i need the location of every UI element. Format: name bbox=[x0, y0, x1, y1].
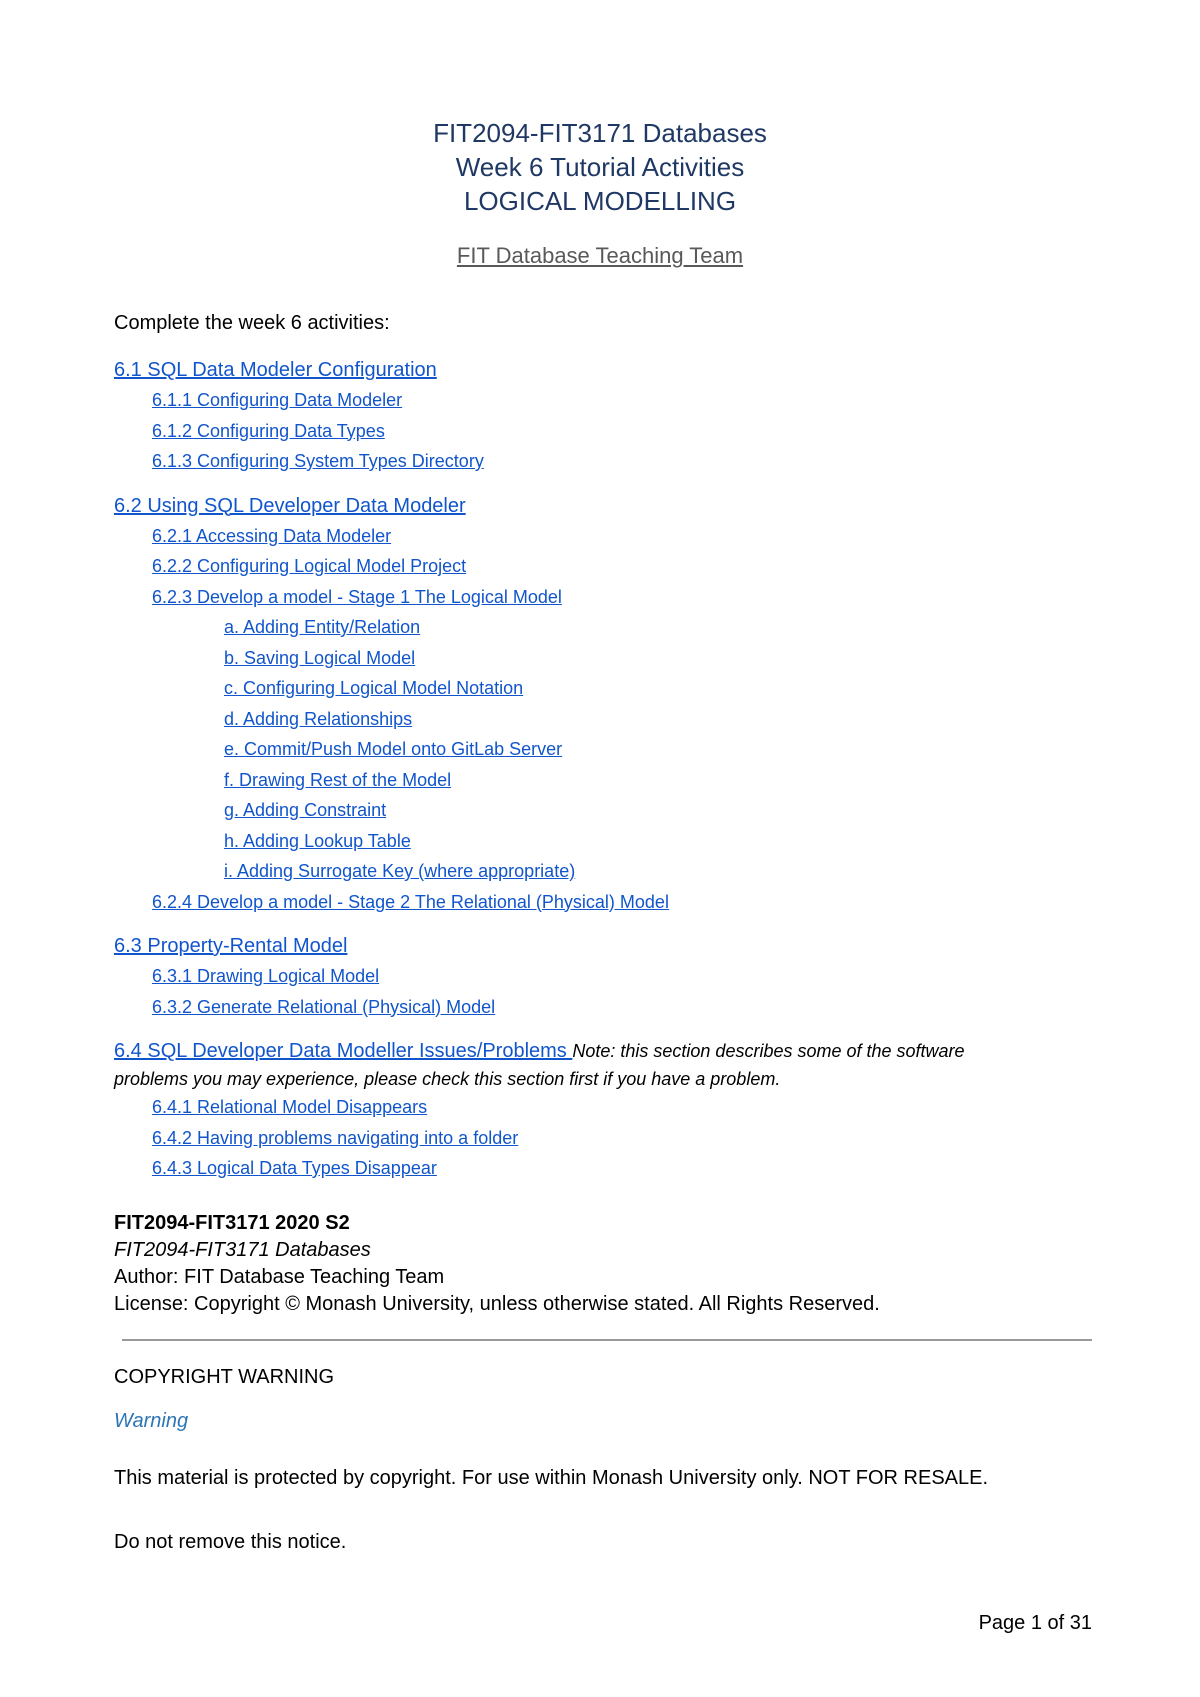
team-link[interactable]: FIT Database Teaching Team bbox=[456, 243, 744, 268]
notice-text: Do not remove this notice. bbox=[114, 1531, 347, 1553]
toc-6-4-line bbox=[114, 1036, 1094, 1066]
toc-6-2-3-a[interactable]: a. Adding Entity/Relation bbox=[224, 617, 421, 637]
toc-6-2-3-b[interactable]: b. Saving Logical Model bbox=[224, 647, 416, 668]
toc-6-2-3-i[interactable]: i. Adding Surrogate Key (where appropriate) bbox=[224, 861, 576, 881]
team-line bbox=[0, 243, 1200, 269]
toc-6-2-3-c[interactable]: c. Configuring Logical Model Notation bbox=[224, 678, 524, 698]
toc-6-2-3-h[interactable]: h. Adding Lookup Table bbox=[224, 830, 411, 851]
toc-6-4-note: Note: this section describes some of the software bbox=[572, 1041, 965, 1061]
toc-6-2-1[interactable]: 6.2.1 Accessing Data Modeler bbox=[152, 525, 392, 546]
toc-6-4-2[interactable]: 6.4.2 Having problems navigating into a folder bbox=[152, 1127, 519, 1148]
toc-6-2-3[interactable]: 6.2.3 Develop a model - Stage 1 The Logical Model bbox=[152, 586, 562, 607]
course-name: FIT2094-FIT3171 Databases bbox=[114, 1239, 371, 1261]
course-code: FIT2094-FIT3171 2020 S2 bbox=[114, 1212, 350, 1234]
copyright-text: This material is protected by copyright. For use within Monash University only. NOT FOR RESALE. bbox=[114, 1467, 989, 1489]
toc-6-1-2[interactable]: 6.1.2 Configuring Data Types bbox=[152, 420, 385, 441]
toc-6-3-2[interactable]: 6.3.2 Generate Relational (Physical) Model bbox=[152, 996, 496, 1017]
intro-text: Complete the week 6 activities: bbox=[114, 312, 390, 334]
subtitle: Week 6 Tutorial Activities bbox=[455, 152, 745, 182]
toc-6-4-note-continued: problems you may experience, please check this section first if you have a problem. bbox=[114, 1069, 781, 1089]
topic-title: LOGICAL MODELLING bbox=[463, 186, 737, 216]
toc-6-4-1[interactable]: 6.4.1 Relational Model Disappears bbox=[152, 1097, 428, 1117]
divider bbox=[122, 1339, 1092, 1341]
page-number: Page 1 of 31 bbox=[978, 1612, 1092, 1634]
toc-6-2[interactable]: 6.2 Using SQL Developer Data Modeler bbox=[114, 494, 466, 517]
toc-6-2-3-g[interactable]: g. Adding Constraint bbox=[224, 800, 387, 820]
license-line: License: Copyright © Monash University, unless otherwise stated. All Rights Reserved. bbox=[114, 1293, 880, 1315]
copyright-heading: COPYRIGHT WARNING bbox=[114, 1366, 335, 1388]
toc-6-2-2[interactable]: 6.2.2 Configuring Logical Model Project bbox=[152, 556, 467, 576]
toc-6-1-1[interactable]: 6.1.1 Configuring Data Modeler bbox=[152, 390, 403, 410]
author-line: Author: FIT Database Teaching Team bbox=[114, 1266, 445, 1288]
title-block bbox=[0, 116, 1200, 218]
toc-6-4[interactable]: 6.4 SQL Developer Data Modeller Issues/Problems bbox=[114, 1040, 573, 1062]
toc-6-2-3-f[interactable]: f. Drawing Rest of the Model bbox=[224, 769, 452, 790]
toc-6-2-3-d[interactable]: d. Adding Relationships bbox=[224, 708, 413, 729]
warning-label: Warning bbox=[114, 1410, 189, 1432]
toc-6-3[interactable]: 6.3 Property-Rental Model bbox=[114, 935, 348, 957]
toc-6-3-1[interactable]: 6.3.1 Drawing Logical Model bbox=[152, 966, 380, 986]
toc-6-2-4[interactable]: 6.2.4 Develop a model - Stage 2 The Relational (Physical) Model bbox=[152, 891, 669, 912]
table-of-contents bbox=[114, 355, 1094, 1184]
toc-6-1[interactable]: 6.1 SQL Data Modeler Configuration bbox=[114, 359, 437, 381]
toc-6-2-3-e[interactable]: e. Commit/Push Model onto GitLab Server bbox=[224, 739, 563, 759]
course-title: FIT2094-FIT3171 Databases bbox=[433, 118, 767, 148]
course-info bbox=[114, 1210, 880, 1318]
toc-6-1-3[interactable]: 6.1.3 Configuring System Types Directory bbox=[152, 451, 484, 471]
toc-6-4-3[interactable]: 6.4.3 Logical Data Types Disappear bbox=[152, 1158, 437, 1178]
